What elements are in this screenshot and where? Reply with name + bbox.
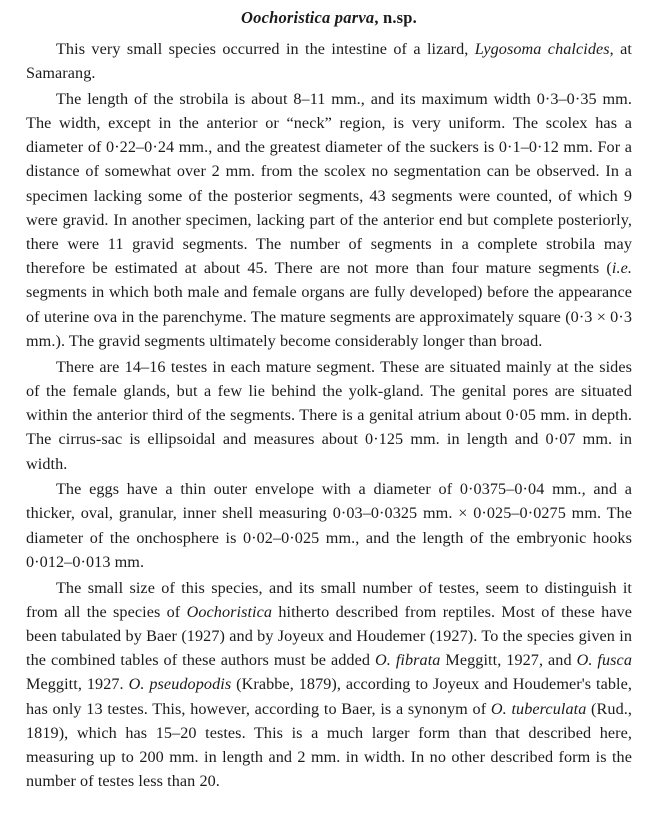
abbrev-ie: i.e.: [611, 259, 632, 278]
page-title: [26, 8, 632, 28]
page-title-suffix: , n.sp.: [374, 8, 417, 27]
paragraph-5: The small size of this species, and its small number of testes, seem to distinguish it from all the species of Oochoristica hitherto described from reptiles. Most of these have been tabulated by Baer (1927) and by Joyeux and Houdemer (1927). To the species given in the combined tables of these authors must be added O. fibrata Meggitt, 1927, and O. fusca Meggitt, 1927. O. pseudopodis (Krabbe, 1879), according to Joyeux and Houdemer's table, has only 13 testes. This, however, according to Baer, is a synonym of O. tuberculata (Rud., 1819), which has 15–20 testes. This is a much larger form than that described here, measuring up to 200 mm. in length and 2 mm. in width. In no other described form is the number of testes less than 20.: [26, 578, 633, 791]
document-body: [26, 8, 632, 794]
paragraph-4: The eggs have a thin outer envelope with a diameter of 0·0375–0·04 mm., and a thicker, oval, granular, inner shell measuring 0·03–0·0325 mm. × 0·025–0·0275 mm. The diameter of the onchosphere is 0·02–0·025 mm., and the length of the embryonic hooks 0·012–0·013 mm.: [26, 480, 632, 571]
species-name-pseudopodis: O. pseudopodis: [128, 675, 232, 694]
species-name-fusca: O. fusca: [576, 651, 632, 670]
species-name-lygosoma: Lygosoma chalcides: [474, 39, 610, 58]
paragraph-3: There are 14–16 testes in each mature segment. These are situated mainly at the sides of the female glands, but a few lie behind the yolk-gland. The genital pores are situated within the anterior third of the segments. There is a genital atrium about 0·05 mm. in depth. The cirrus-sac is ellipsoidal and measures about 0·125 mm. in length and 0·07 mm. in width.: [26, 357, 632, 473]
paragraph-2: The length of the strobila is about 8–11 mm., and its maximum width 0·3–0·35 mm. The width, except in the anterior or “neck” region, is very uniform. The scolex has a diameter of 0·22–0·24 mm., and the greatest diameter of the suckers is 0·1–0·12 mm. For a distance of somewhat over 2 mm. from the scolex no segmentation can be observed. In a specimen lacking some of the posterior segments, 43 segments were counted, of which 9 were gravid. In another specimen, lacking part of the anterior end but complete posteriorly, there were 11 gravid segments. The number of segments in a complete strobila may therefore be estimated at about 45. There are not more than four mature segments (i.e. segments in which both male and female organs are fully developed) before the appearance of uterine ova in the parenchyme. The mature segments are approximately square (0·3 × 0·3 mm.). The gravid segments ultimately become considerably longer than broad.: [26, 89, 632, 350]
species-name-tuberculata: O. tuberculata: [490, 699, 587, 718]
paragraph-1: This very small species occurred in the intestine of a lizard, Lygosoma chalcides, at Samarang.: [26, 39, 632, 83]
genus-name-oochoristica: Oochoristica: [186, 602, 273, 621]
species-name-fibrata: O. fibrata: [374, 651, 441, 670]
page-title-species: Oochoristica parva: [241, 8, 375, 27]
